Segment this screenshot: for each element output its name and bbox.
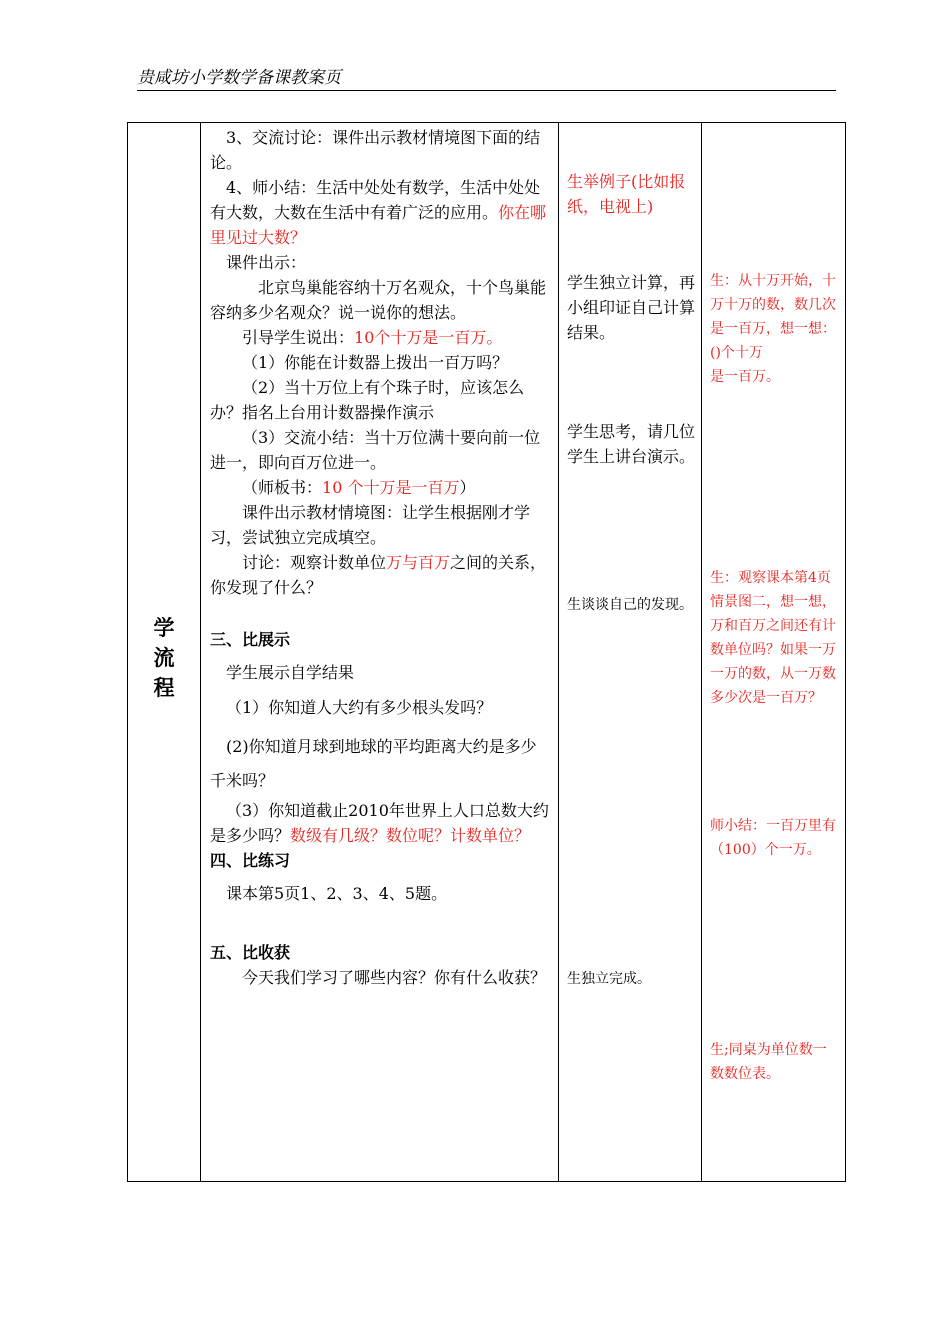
paragraph: （1）你能在计数器上拨出一百万吗？ [242,353,509,372]
paragraph: 课件出示教材情境图：让学生根据刚才学习，尝试独立完成填空。 [210,503,531,547]
paragraph: （3）你知道截止2010年世界上人口总数大约是多少吗？数级有几级？数位呢？计数单位？ [210,801,549,845]
paragraph: 课本第5页1、2、3、4、5题。 [226,884,448,903]
paragraph: 3、交流讨论：课件出示教材情境图下面的结论。 [210,128,541,172]
section-label: 学 流 程 [153,615,175,700]
paragraph: （3）交流小结：当十万位满十要向前一位进一，即向百万位进一。 [210,428,541,472]
paragraph: 北京鸟巢能容纳十万名观众，十个鸟巢能容纳多少名观众？说一说你的想法。 [210,278,547,322]
student-activity: 学生独立计算，再小组印证自己计算结果。 [567,273,696,342]
section-heading: 三、比展示 [210,630,291,649]
paragraph: 讨论：观察计数单位万与百万之间的关系，你发现了什么？ [210,553,547,597]
student-activity: 学生思考，请几位学生上讲台演示。 [567,422,696,466]
design-note: 生;同桌为单位数一数数位表。 [710,1042,827,1082]
paragraph: (2)你知道月球到地球的平均距离大约是多少千米吗？ [210,737,537,790]
paragraph: 学生展示自学结果 [226,663,355,682]
header-title: 贵咸坊小学数学备课教案页 [137,68,341,88]
notes-column [702,123,846,1182]
page-header [137,64,836,91]
student-activity-column [559,123,702,1182]
paragraph: 今天我们学习了哪些内容？你有什么收获？ [242,968,547,987]
design-note: 生：从十万开始，十万十万的数，数几次是一百万，想一想：()个十万 是一百万。 [710,273,836,385]
teaching-process-text [210,125,550,990]
teaching-process-column [201,123,559,1182]
lesson-plan-table [127,122,846,1182]
student-activity: 生独立完成。 [567,971,651,987]
student-activity: 生谈谈自己的发现。 [567,597,693,613]
design-note: 生：观察课本第4页情景图二，想一想，万和百万之间还有计数单位吗？如果一万一万的数，从一万数多少次是一百万？ [710,570,836,706]
design-note: 师小结：一百万里有（100）个一万。 [710,818,836,858]
section-heading: 五、比收获 [210,943,291,962]
student-activity: 生举例子(比如报纸，电视上) [567,172,686,216]
paragraph: 课件出示： [226,253,307,272]
paragraph: （2）当十万位上有个珠子时，应该怎么办？指名上台用计数器操作演示 [210,378,525,422]
paragraph: 4、师小结：生活中处处有数学，生活中处处有大数，大数在生活中有着广泛的应用。你在哪里见过大数？ [210,178,547,247]
paragraph: 引导学生说出：10个十万是一百万。 [242,328,503,347]
paragraph: （1）你知道人大约有多少根头发吗？ [226,698,493,717]
paragraph: （师板书：10 个十万是一百万） [242,478,476,497]
section-column [128,123,201,1182]
section-heading: 四、比练习 [210,851,291,870]
